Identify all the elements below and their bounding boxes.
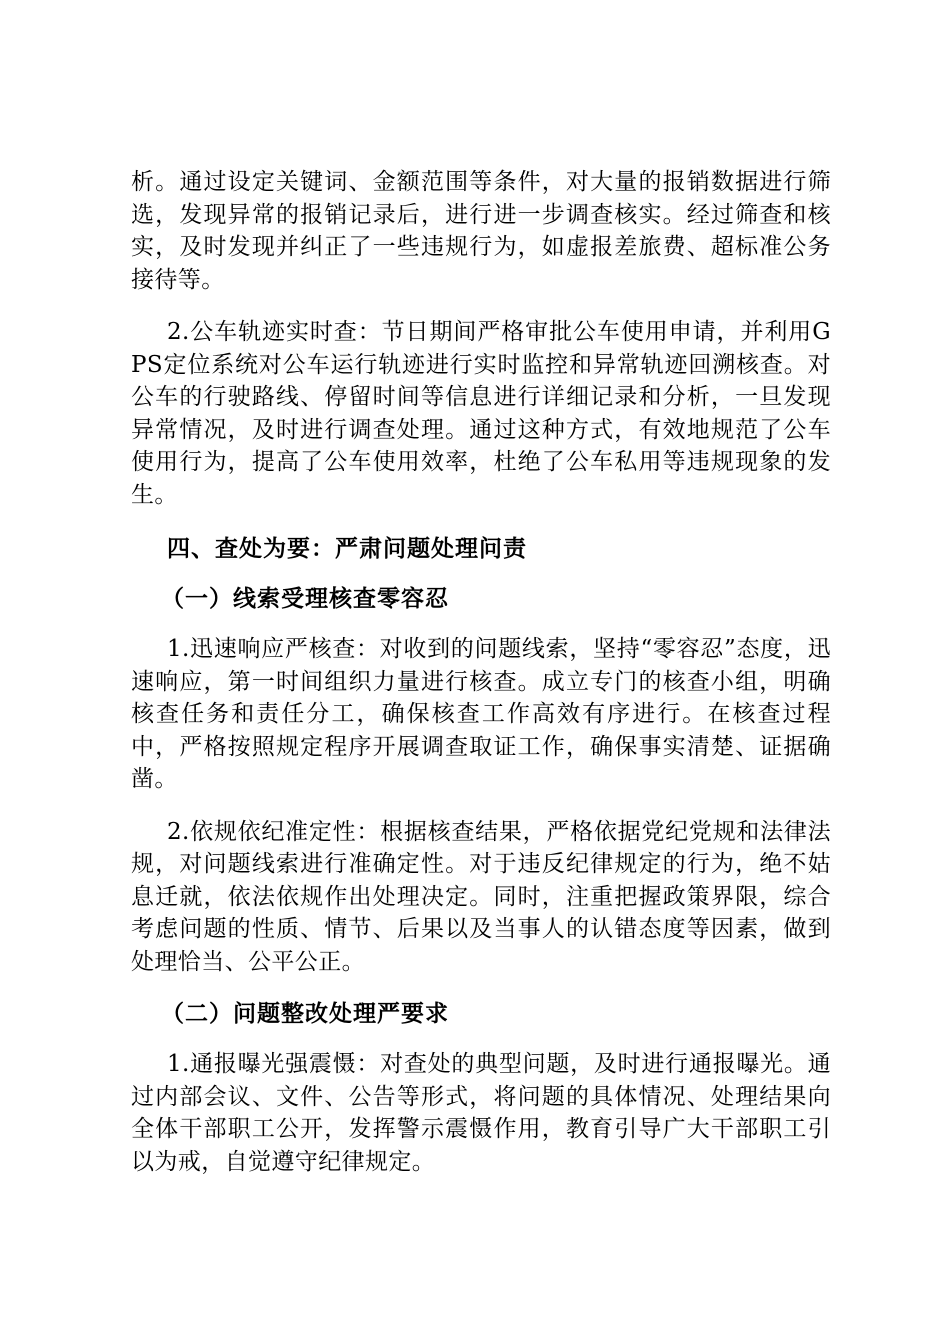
paragraph-gap [131, 511, 831, 533]
subsection-heading-2: （二）问题整改处理严要求 [161, 1001, 449, 1027]
paragraph-gap [131, 615, 831, 633]
paragraph-public-notice: 1.通报曝光强震慑：对查处的典型问题，及时进行通报曝光。通过内部会议、文件、公告等形式，将问题的具体情况、处理结果向全体干部职工公开，发挥警示震慑作用，教育引导广大干部职工引以为戒，自觉遵守纪律规定。 [131, 1051, 831, 1175]
subsection-heading-1: （一）线索受理核查零容忍 [161, 586, 449, 612]
document-body [131, 166, 831, 1178]
section-heading-4: 四、查处为要：严肃问题处理问责 [167, 536, 527, 562]
paragraph-vehicle-tracking: 2.公车轨迹实时查：节日期间严格审批公车使用申请，并利用GPS定位系统对公车运行轨迹进行实时监控和异常轨迹回溯核查。对公车的行驶路线、停留时间等信息进行详细记录和分析，一旦发现异常情况，及时进行调查处理。通过这种方式，有效地规范了公车使用行为，提高了公车使用效率，杜绝了公车私用等违规现象的发生。 [131, 319, 831, 508]
paragraph-gap [131, 296, 831, 316]
paragraph-gap [131, 796, 831, 816]
paragraph-continuation: 析。通过设定关键词、金额范围等条件，对大量的报销数据进行筛选，发现异常的报销记录后，进行进一步调查核实。经过筛查和核实，及时发现并纠正了一些违规行为，如虚报差旅费、超标准公务接待等。 [131, 169, 831, 293]
paragraph-gap [131, 978, 831, 998]
paragraph-gap [131, 565, 831, 583]
paragraph-gap [131, 1030, 831, 1048]
paragraph-disciplinary-ruling: 2.依规依纪准定性：根据核查结果，严格依据党纪党规和法律法规，对问题线索进行准确定性。对于违反纪律规定的行为，绝不姑息迁就，依法依规作出处理决定。同时，注重把握政策界限，综合考虑问题的性质、情节、后果以及当事人的认错态度等因素，做到处理恰当、公平公正。 [131, 818, 831, 975]
paragraph-rapid-response: 1.迅速响应严核查：对收到的问题线索，坚持“零容忍”态度，迅速响应，第一时间组织力量进行核查。成立专门的核查小组，明确核查任务和责任分工，确保核查工作高效有序进行。在核查过程中，严格按照规定程序开展调查取证工作，确保事实清楚、证据确凿。 [131, 636, 831, 792]
